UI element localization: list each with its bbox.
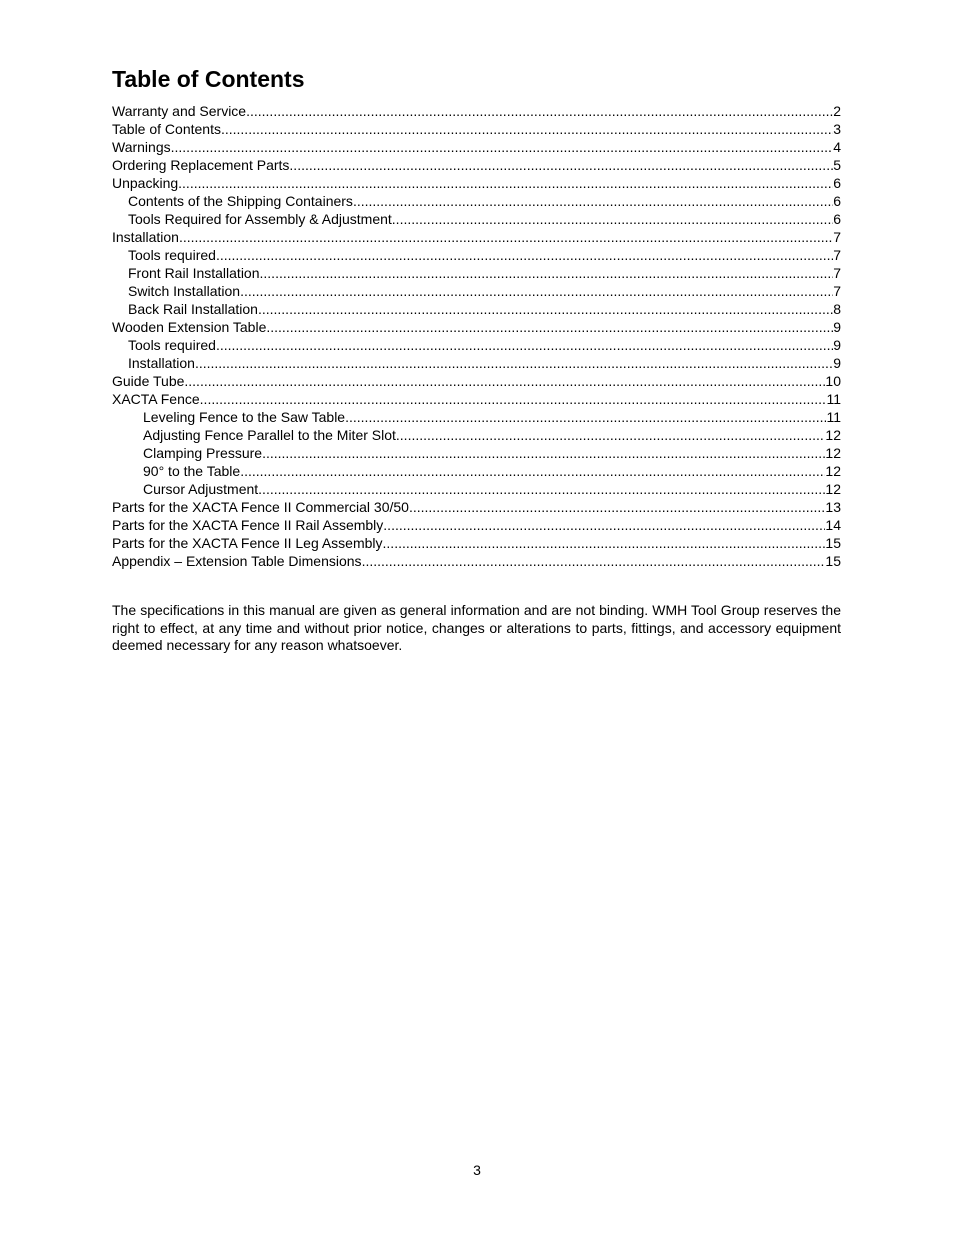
toc-entry[interactable] xyxy=(112,210,841,228)
toc-entry-page: 6 xyxy=(833,193,841,209)
toc-entry[interactable] xyxy=(112,372,841,390)
toc-entry-page: 7 xyxy=(833,265,841,281)
toc-entry-label: Parts for the XACTA Fence II Rail Assembly xyxy=(112,517,384,533)
toc-dot-leader xyxy=(200,390,827,408)
toc-dot-leader xyxy=(221,120,833,138)
toc-dot-leader xyxy=(240,282,833,300)
toc-entry-page: 9 xyxy=(833,337,841,353)
toc-entry-page: 13 xyxy=(825,499,841,515)
toc-entry-page: 10 xyxy=(825,373,841,389)
toc-entry-label: XACTA Fence xyxy=(112,391,200,407)
toc-entry-label: Adjusting Fence Parallel to the Miter Slot xyxy=(143,427,396,443)
toc-entry-page: 5 xyxy=(833,157,841,173)
toc-dot-leader xyxy=(258,300,833,318)
toc-entry-label: Warranty and Service xyxy=(112,103,247,119)
toc-dot-leader xyxy=(195,354,833,372)
toc-entry[interactable] xyxy=(112,282,841,300)
toc-dot-leader xyxy=(246,102,833,120)
toc-entry[interactable] xyxy=(112,480,841,498)
toc-dot-leader xyxy=(345,408,826,426)
toc-dot-leader xyxy=(178,174,833,192)
toc-entry-page: 7 xyxy=(833,229,841,245)
toc-entry-label: Tools required xyxy=(128,337,216,353)
toc-entry-label: Appendix – Extension Table Dimensions xyxy=(112,553,362,569)
toc-dot-leader xyxy=(262,444,825,462)
toc-entry-page: 9 xyxy=(833,355,841,371)
disclaimer-paragraph: The specifications in this manual are given as general information and are not binding. WMH Tool Group reserves the right to effect, at any time and without prior notice, changes or alterations to parts, fittings, and accessory equipment deemed necessary for any reason whatsoever. xyxy=(112,602,841,653)
toc-dot-leader xyxy=(171,138,834,156)
toc-entry[interactable] xyxy=(112,300,841,318)
toc-dot-leader xyxy=(216,246,833,264)
toc-dot-leader xyxy=(184,372,825,390)
toc-entry-label: Table of Contents xyxy=(112,121,221,137)
toc-dot-leader xyxy=(260,264,834,282)
toc-entry-label: Clamping Pressure xyxy=(143,445,263,461)
toc-entry-page: 6 xyxy=(833,211,841,227)
toc-entry-label: Parts for the XACTA Fence II Leg Assembly xyxy=(112,535,383,551)
toc-dot-leader xyxy=(396,426,826,444)
toc-entry-page: 15 xyxy=(825,535,841,551)
toc-entry-label: Front Rail Installation xyxy=(128,265,260,281)
page-title: Table of Contents xyxy=(112,66,305,92)
toc-entry-label: Installation xyxy=(112,229,179,245)
toc-entry-page: 9 xyxy=(833,319,841,335)
toc-entry-label: 90° to the Table xyxy=(143,463,241,479)
toc-entry[interactable] xyxy=(112,318,841,336)
toc-dot-leader xyxy=(353,192,833,210)
toc-entry-page: 12 xyxy=(825,463,841,479)
toc-dot-leader xyxy=(258,480,825,498)
toc-entry-page: 7 xyxy=(833,283,841,299)
toc-entry[interactable] xyxy=(112,120,841,138)
toc-entry[interactable] xyxy=(112,192,841,210)
toc-entry-label: Unpacking xyxy=(112,175,179,191)
toc-entry-label: Installation xyxy=(128,355,195,371)
toc-entry-label: Back Rail Installation xyxy=(128,301,258,317)
toc-entry-label: Warnings xyxy=(112,139,171,155)
toc-entry-page: 12 xyxy=(825,481,841,497)
toc-entry-label: Switch Installation xyxy=(128,283,241,299)
toc-entry[interactable] xyxy=(112,444,841,462)
toc-entry[interactable] xyxy=(112,462,841,480)
toc-entry-page: 4 xyxy=(833,139,841,155)
toc-entry-label: Ordering Replacement Parts xyxy=(112,157,290,173)
toc-dot-leader xyxy=(383,516,825,534)
toc-entry-label: Parts for the XACTA Fence II Commercial 30/50 xyxy=(112,499,409,515)
toc-dot-leader xyxy=(362,552,826,570)
toc-entry[interactable] xyxy=(112,552,841,570)
toc-entry[interactable] xyxy=(112,264,841,282)
toc-entry-page: 12 xyxy=(825,427,841,443)
toc-entry[interactable] xyxy=(112,228,841,246)
toc-entry[interactable] xyxy=(112,138,841,156)
toc-entry[interactable] xyxy=(112,246,841,264)
toc-entry[interactable] xyxy=(112,390,841,408)
toc-entry-label: Contents of the Shipping Containers xyxy=(128,193,353,209)
toc-entry-label: Wooden Extension Table xyxy=(112,319,267,335)
toc-entry-label: Guide Tube xyxy=(112,373,185,389)
toc-entry-page: 15 xyxy=(825,553,841,569)
toc-entry-page: 2 xyxy=(833,103,841,119)
toc-dot-leader xyxy=(216,336,833,354)
toc-dot-leader xyxy=(392,210,833,228)
toc-entry-label: Leveling Fence to the Saw Table xyxy=(143,409,346,425)
toc-dot-leader xyxy=(179,228,833,246)
toc-entry[interactable] xyxy=(112,174,841,192)
toc-entry[interactable] xyxy=(112,156,841,174)
toc-entry-page: 12 xyxy=(825,445,841,461)
toc-dot-leader xyxy=(266,318,833,336)
toc-entry-label: Tools Required for Assembly & Adjustment xyxy=(128,211,392,227)
toc-entry-page: 8 xyxy=(833,301,841,317)
toc-dot-leader xyxy=(383,534,826,552)
toc-entry[interactable] xyxy=(112,408,841,426)
toc-entry[interactable] xyxy=(112,102,841,120)
toc-entry-page: 7 xyxy=(833,247,841,263)
toc-entry[interactable] xyxy=(112,336,841,354)
toc-entry-label: Tools required xyxy=(128,247,216,263)
toc-entry-page: 6 xyxy=(833,175,841,191)
toc-entry[interactable] xyxy=(112,426,841,444)
toc-dot-leader xyxy=(240,462,825,480)
toc-entry[interactable] xyxy=(112,534,841,552)
toc-dot-leader xyxy=(409,498,825,516)
toc-entry-page: 11 xyxy=(826,409,841,425)
toc-entry[interactable] xyxy=(112,516,841,534)
page-number: 3 xyxy=(473,1162,481,1178)
toc-entry-page: 11 xyxy=(826,391,841,407)
toc-entry[interactable] xyxy=(112,498,841,516)
toc-dot-leader xyxy=(289,156,833,174)
toc-entry-page: 14 xyxy=(825,517,841,533)
toc-entry-label: Cursor Adjustment xyxy=(143,481,259,497)
toc-entry-page: 3 xyxy=(833,121,841,137)
toc-entry[interactable] xyxy=(112,354,841,372)
table-of-contents xyxy=(112,102,841,570)
